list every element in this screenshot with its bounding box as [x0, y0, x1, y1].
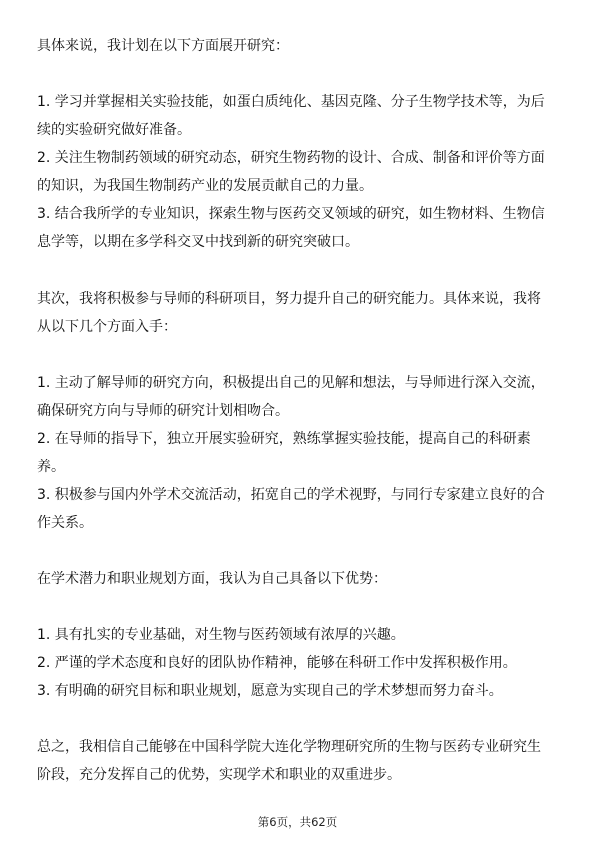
text-line: 在学术潜力和职业规划方面，我认为自己具备以下优势：: [37, 571, 387, 587]
intro-line: 具体来说，我计划在以下方面展开研究：: [37, 38, 289, 54]
text-line: 1. 学习并掌握相关实验技能，如蛋白质纯化、基因克隆、分子生物学技术等，为后: [37, 94, 545, 110]
text-line: 从以下几个方面入手：: [37, 319, 177, 335]
text-line: 3. 结合我所学的专业知识，探索生物与医药交叉领域的研究，如生物材料、生物信: [37, 206, 545, 222]
text-line: 养。: [37, 459, 65, 475]
text-line: 2. 在导师的指导下，独立开展实验研究，熟练掌握实验技能，提高自己的科研素: [37, 431, 531, 447]
text-line: 的知识，为我国生物制药产业的发展贡献自己的力量。: [37, 178, 373, 194]
text-line: 息学等，以期在多学科交叉中找到新的研究突破口。: [37, 234, 359, 250]
text-line: 续的实验研究做好准备。: [37, 122, 191, 138]
text-line: 1. 具有扎实的专业基础，对生物与医药领域有浓厚的兴趣。: [37, 627, 405, 643]
text-line: 总之，我相信自己能够在中国科学院大连化学物理研究所的生物与医药专业研究生: [37, 739, 541, 755]
text-line: 1. 主动了解导师的研究方向，积极提出自己的见解和想法，与导师进行深入交流，: [37, 375, 545, 391]
text-line: 确保研究方向与导师的研究计划相吻合。: [37, 403, 289, 419]
text-line: 作关系。: [37, 515, 93, 531]
text-line: 其次，我将积极参与导师的科研项目，努力提升自己的研究能力。具体来说，我将: [37, 291, 541, 307]
text-line: 3. 有明确的研究目标和职业规划，愿意为实现自己的学术梦想而努力奋斗。: [37, 683, 503, 699]
text-line: 2. 关注生物制药领域的研究动态，研究生物药物的设计、合成、制备和评价等方面: [37, 150, 545, 166]
page-footer: 第6页，共62页: [257, 815, 338, 829]
text-line: 3. 积极参与国内外学术交流活动，拓宽自己的学术视野，与同行专家建立良好的合: [37, 487, 545, 503]
text-line: 阶段，充分发挥自己的优势，实现学术和职业的双重进步。: [37, 767, 401, 783]
text-line: 2. 严谨的学术态度和良好的团队协作精神，能够在科研工作中发挥积极作用。: [37, 655, 517, 671]
